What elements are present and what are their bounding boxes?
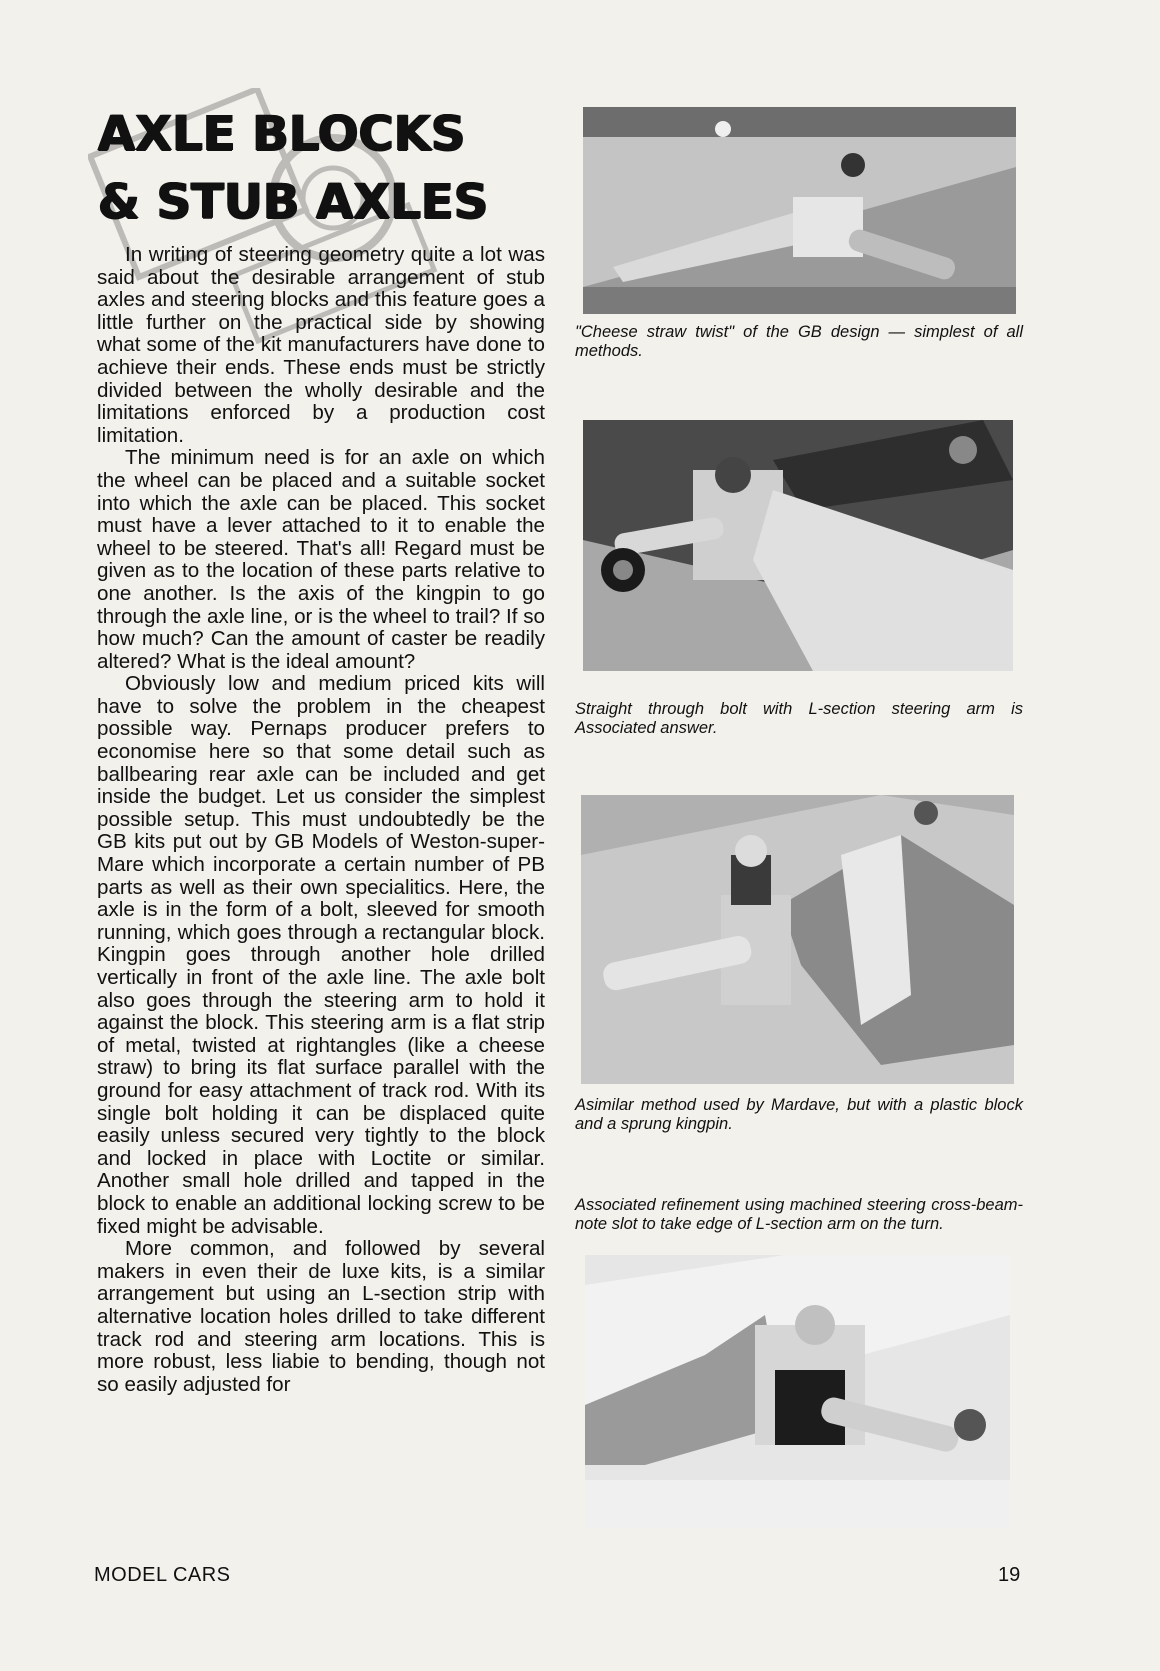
paragraph-4: More common, and followed by several makers in even their de luxe kits, is a similar arrangement but using an L-section strip with alternative location holes drilled to take different track rod and steering arm locations. This is more robust, less liabie to bending, though not so easily adjusted for	[97, 1237, 545, 1396]
photo-associated-machined-cross-beam	[585, 1255, 1010, 1528]
article-title	[98, 100, 558, 236]
caption-4: Associated refinement using machined steering cross-beam-note slot to take edge of L-section arm on the turn.	[575, 1196, 1023, 1233]
article-body	[97, 244, 545, 1396]
paragraph-2: The minimum need is for an axle on which the wheel can be placed and a suitable socket into which the axle can be placed. This socket must have a lever attached to it to enable the wheel to be steered. That's all! Regard must be given as to the location of these parts relative to one another. Is the axis of the kingpin to go through the axle line, or is the wheel to trail? If so how much? Can the amount of caster be readily altered? What is the ideal amount?	[97, 446, 545, 673]
footer-magazine-name: MODEL CARS	[94, 1564, 231, 1586]
paragraph-3: Obviously low and medium priced kits will have to solve the problem in the cheapest possible way. Pernaps producer prefers to economise here so that some detail such as ballbearing rear axle can be included and get inside the budget. Let us consider the simplest possible setup. This must undoubtedly be the GB kits put out by GB Models of Weston-super-Mare which incorporate a certain number of PB parts as well as their own specialitics. Here, the axle is in the form of a bolt, sleeved for smooth running, which goes through a rectangular block. Kingpin goes through another hole drilled vertically in front of the axle line. The axle bolt also goes through the steering arm to hold it against the block. This steering arm is a flat strip of metal, twisted at rightangles (like a cheese straw) to bring its flat surface parallel with the ground for easy attachment of track rod. With its single bolt holding it can be displaced quite easily unless secured very tightly to the block and locked in place with Loctite or similar. Another small hole drilled and tapped in the block to enable an additional locking screw to be fixed might be advisable.	[97, 672, 545, 1238]
photo-gb-cheese-straw-twist	[583, 107, 1016, 314]
photo-associated-l-section-arm	[583, 420, 1013, 671]
title-line-2: & STUB AXLES	[98, 174, 489, 230]
title-line-1: AXLE BLOCKS	[98, 106, 466, 162]
paragraph-1: In writing of steering geometry quite a lot was said about the desirable arrangement of stub axles and steering blocks and this feature goes a little further on the practical side by showing what some of the kit manufacturers have done to achieve their ends. These ends must be strictly divided between the wholly desirable and the limitations enforced by a production cost limitation.	[97, 243, 545, 447]
caption-2: Straight through bolt with L-section steering arm is Associated answer.	[575, 700, 1023, 737]
footer-page-number: 19	[998, 1564, 1021, 1586]
photo-mardave-sprung-kingpin	[581, 795, 1014, 1084]
caption-1: "Cheese straw twist" of the GB design — simplest of all methods.	[575, 323, 1023, 360]
caption-3: Asimilar method used by Mardave, but with a plastic block and a sprung kingpin.	[575, 1096, 1023, 1133]
